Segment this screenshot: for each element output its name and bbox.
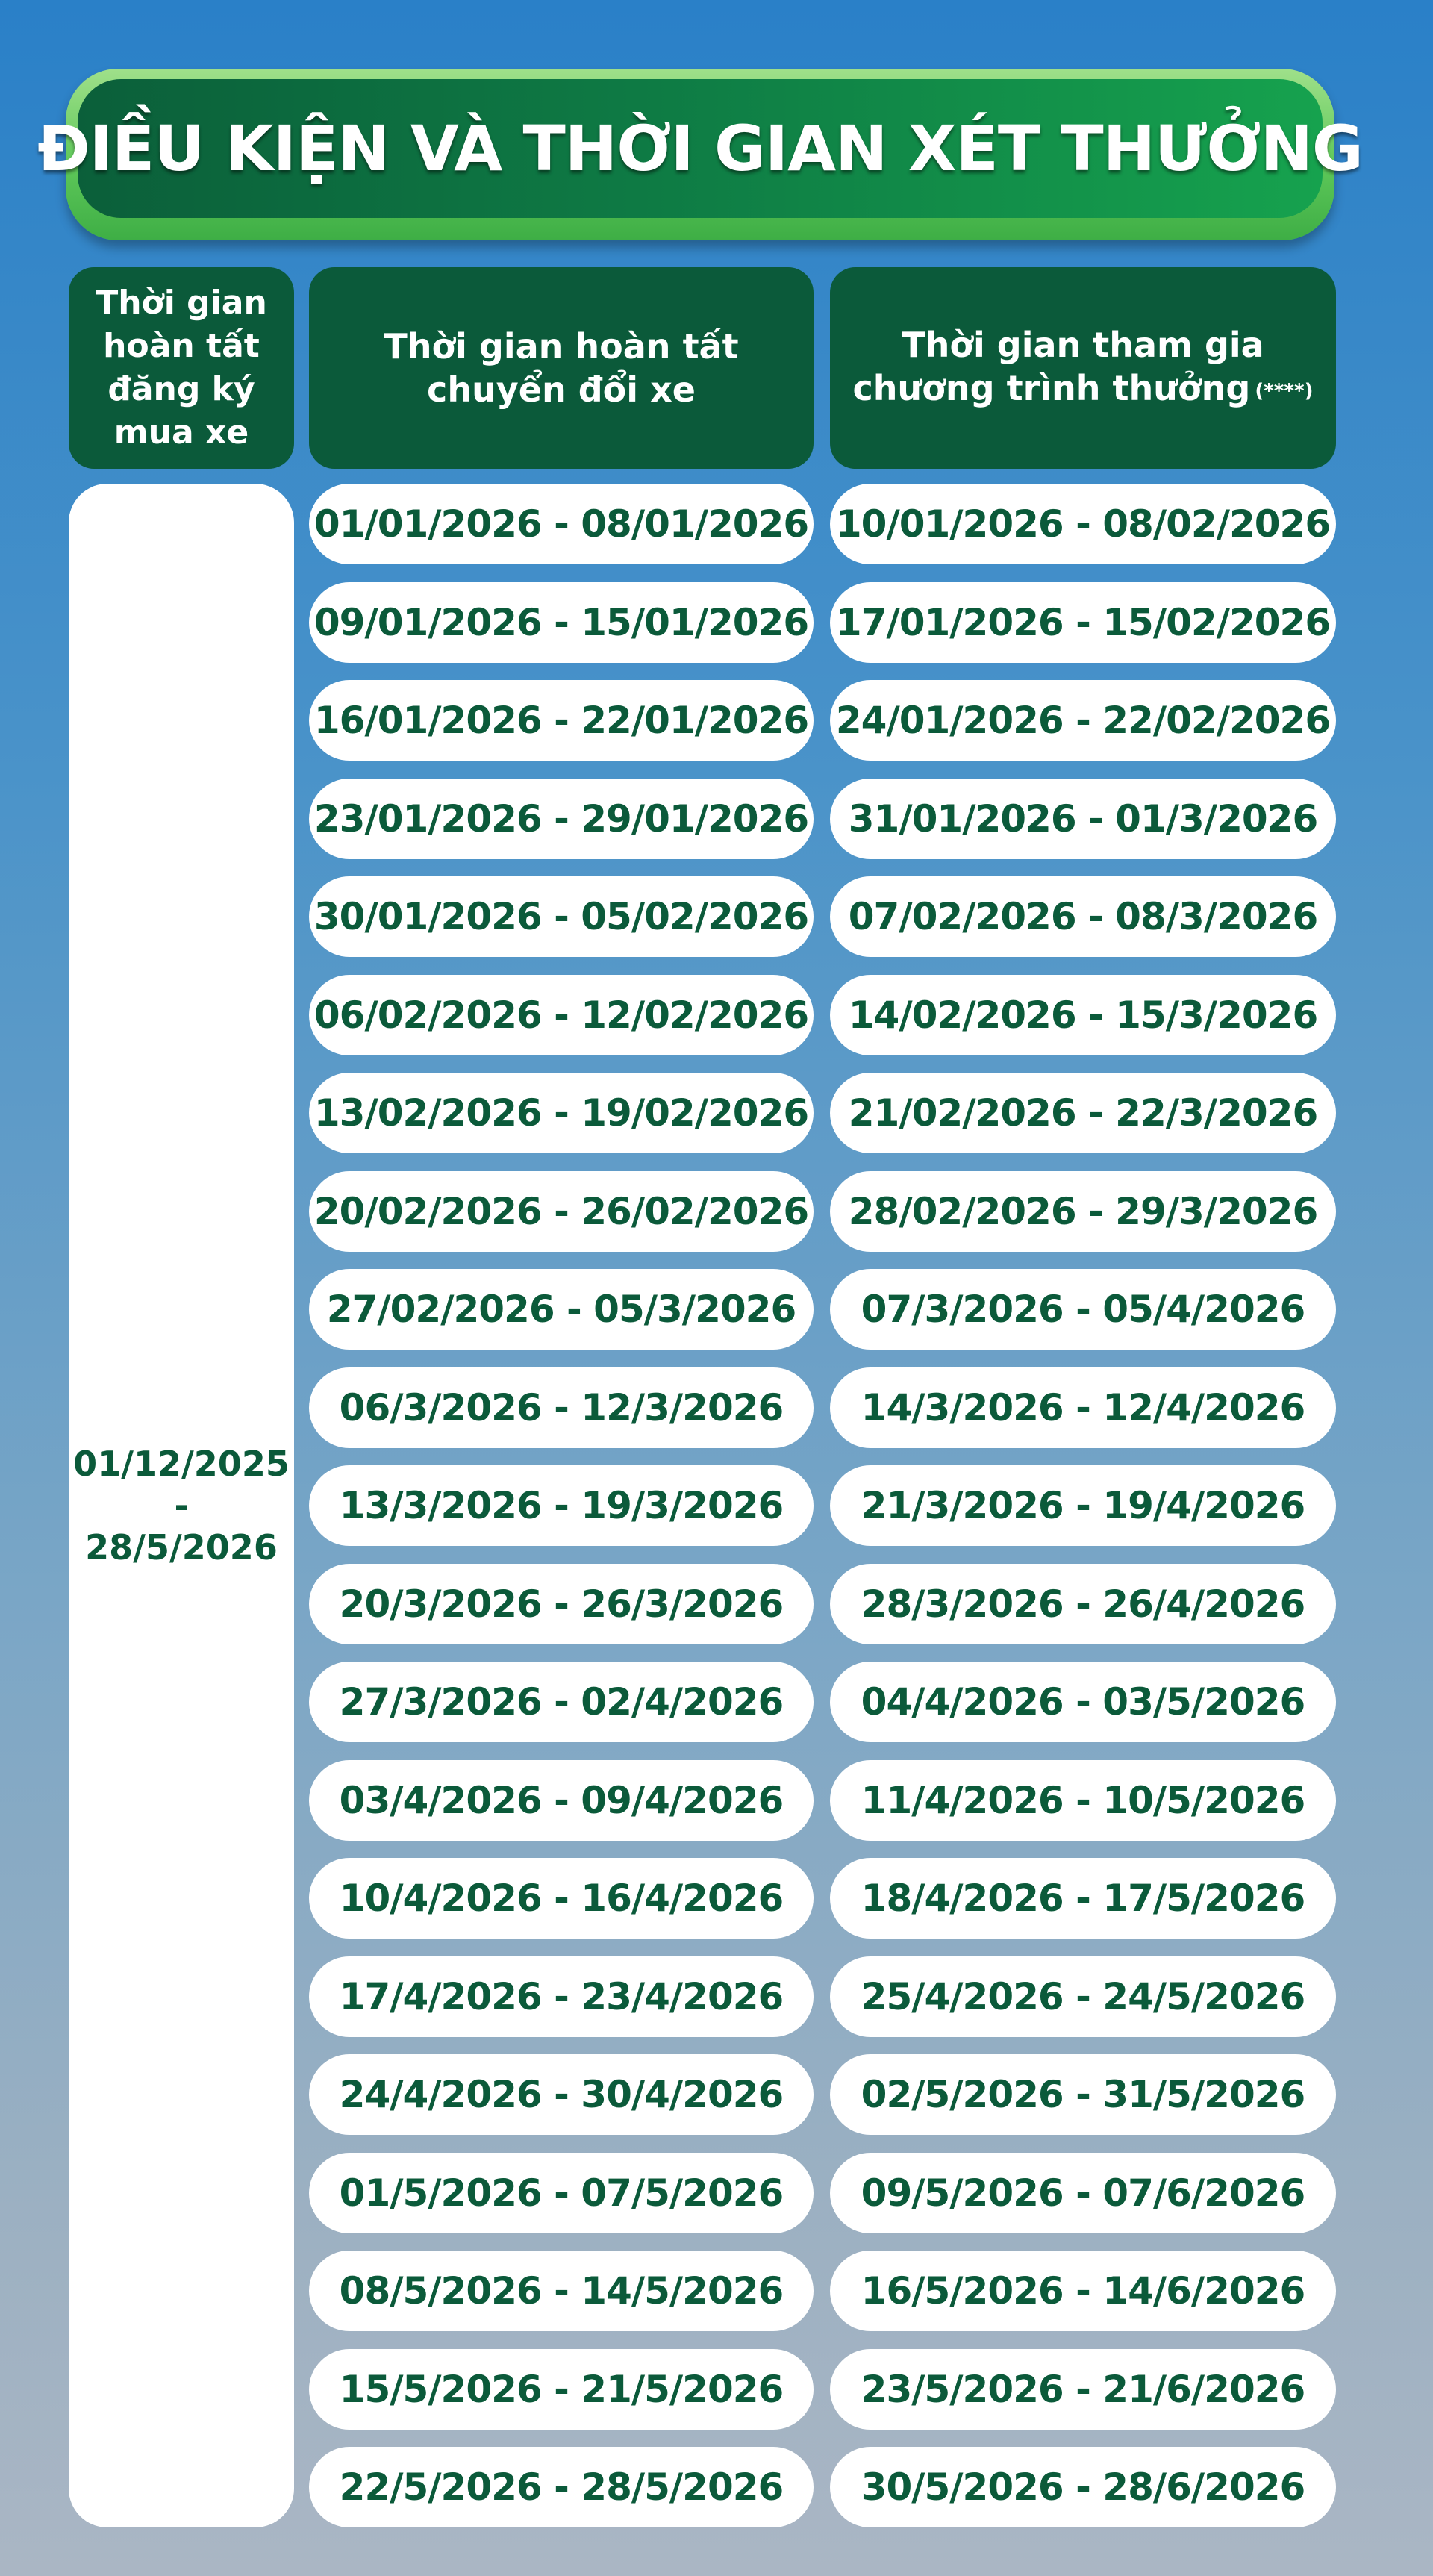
header-reward-label-line1: Thời gian tham gia (902, 325, 1264, 365)
conversion-period-cell: 01/01/2026 - 08/01/2026 (309, 484, 814, 564)
reward-period-cell: 11/4/2026 - 10/5/2026 (830, 1760, 1336, 1841)
header-conversion-period (309, 267, 814, 469)
reward-period-cell: 25/4/2026 - 24/5/2026 (830, 1956, 1336, 2037)
conversion-period-cell: 27/3/2026 - 02/4/2026 (309, 1662, 814, 1742)
conversion-period-cell: 13/3/2026 - 19/3/2026 (309, 1465, 814, 1546)
header-reward-period (830, 267, 1336, 469)
reward-period-cell: 07/02/2026 - 08/3/2026 (830, 876, 1336, 957)
conversion-period-cell: 22/5/2026 - 28/5/2026 (309, 2447, 814, 2527)
conversion-period-cell: 24/4/2026 - 30/4/2026 (309, 2054, 814, 2135)
registration-period-end: 28/5/2026 (85, 1527, 278, 1568)
reward-period-cell: 31/01/2026 - 01/3/2026 (830, 779, 1336, 859)
reward-period-cell: 21/02/2026 - 22/3/2026 (830, 1073, 1336, 1153)
conversion-period-cell: 06/3/2026 - 12/3/2026 (309, 1367, 814, 1448)
reward-period-cell: 28/02/2026 - 29/3/2026 (830, 1171, 1336, 1252)
conversion-period-cell: 09/01/2026 - 15/01/2026 (309, 582, 814, 663)
reward-period-cell: 23/5/2026 - 21/6/2026 (830, 2349, 1336, 2430)
conversion-period-cell: 17/4/2026 - 23/4/2026 (309, 1956, 814, 2037)
reward-period-cell: 17/01/2026 - 15/02/2026 (830, 582, 1336, 663)
header-registration-label: Thời gian hoàn tất đăng ký mua xe (96, 284, 267, 452)
reward-period-cell: 09/5/2026 - 07/6/2026 (830, 2153, 1336, 2233)
title-banner (37, 69, 1363, 240)
conversion-period-cell: 15/5/2026 - 21/5/2026 (309, 2349, 814, 2430)
reward-period-cell: 30/5/2026 - 28/6/2026 (830, 2447, 1336, 2527)
registration-period-start: 01/12/2025 - (73, 1444, 290, 1526)
conversion-period-cell: 06/02/2026 - 12/02/2026 (309, 975, 814, 1055)
conversion-period-cell: 27/02/2026 - 05/3/2026 (309, 1269, 814, 1350)
conversion-period-cell: 23/01/2026 - 29/01/2026 (309, 779, 814, 859)
header-reward-label-line2: chương trình thưởng (852, 368, 1251, 408)
header-conversion-label-line1: Thời gian hoàn tất (384, 326, 739, 367)
conversion-period-cell: 03/4/2026 - 09/4/2026 (309, 1760, 814, 1841)
reward-period-cell: 04/4/2026 - 03/5/2026 (830, 1662, 1336, 1742)
title-banner-inner (37, 79, 1363, 218)
reward-period-cell: 14/3/2026 - 12/4/2026 (830, 1367, 1336, 1448)
reward-period-cell: 02/5/2026 - 31/5/2026 (830, 2054, 1336, 2135)
reward-period-cell: 18/4/2026 - 17/5/2026 (830, 1858, 1336, 1939)
conversion-period-cell: 20/02/2026 - 26/02/2026 (309, 1171, 814, 1252)
reward-period-cell: 14/02/2026 - 15/3/2026 (830, 975, 1336, 1055)
reward-period-cell: 28/3/2026 - 26/4/2026 (830, 1564, 1336, 1644)
conversion-period-cell: 01/5/2026 - 07/5/2026 (309, 2153, 814, 2233)
header-reward-footnote: (****) (1255, 380, 1314, 402)
registration-period-cell (69, 484, 294, 2527)
page-title: ĐIỀU KIỆN VÀ THỜI GIAN XÉT THƯỞNG (37, 112, 1363, 185)
header-conversion-label-line2: chuyển đổi xe (427, 369, 696, 410)
reward-period-cell: 16/5/2026 - 14/6/2026 (830, 2251, 1336, 2331)
conversion-period-cell: 30/01/2026 - 05/02/2026 (309, 876, 814, 957)
reward-period-cell: 07/3/2026 - 05/4/2026 (830, 1269, 1336, 1350)
conversion-period-cell: 08/5/2026 - 14/5/2026 (309, 2251, 814, 2331)
reward-period-cell: 21/3/2026 - 19/4/2026 (830, 1465, 1336, 1546)
conversion-period-cell: 20/3/2026 - 26/3/2026 (309, 1564, 814, 1644)
reward-period-cell: 24/01/2026 - 22/02/2026 (830, 680, 1336, 761)
conversion-period-cell: 10/4/2026 - 16/4/2026 (309, 1858, 814, 1939)
reward-period-cell: 10/01/2026 - 08/02/2026 (830, 484, 1336, 564)
conversion-period-cell: 13/02/2026 - 19/02/2026 (309, 1073, 814, 1153)
conversion-period-cell: 16/01/2026 - 22/01/2026 (309, 680, 814, 761)
header-registration-period (69, 267, 294, 469)
